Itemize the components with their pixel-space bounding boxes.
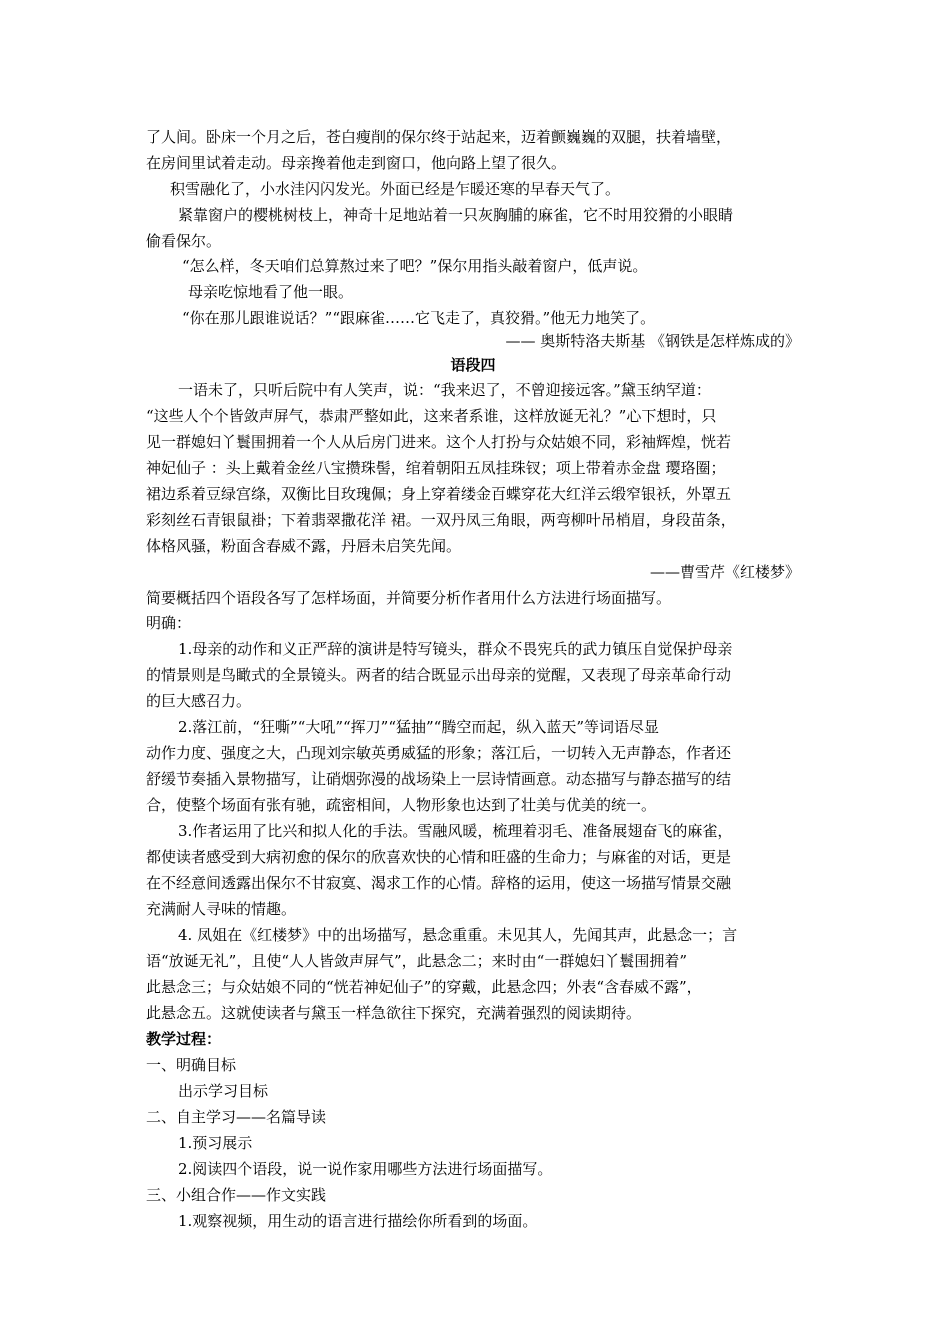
process-step-2-item-2: 2.阅读四个语段，说一说作家用哪些方法进行场面描写。 bbox=[178, 1160, 553, 1178]
passage4-line-1: 一语未了，只听后院中有人笑声，说：“我来迟了，不曾迎接远客。”黛玉纳罕道： bbox=[178, 381, 711, 399]
question-text: 简要概括四个语段各写了怎样场面，并简要分析作者用什么方法进行场面描写。 bbox=[146, 589, 672, 607]
passage4-line-2: “这些人个个皆敛声屏气，恭肃严整如此，这来者系谁，这样放诞无礼？”心下想时，只 bbox=[146, 407, 717, 425]
process-step-1-item: 出示学习目标 bbox=[178, 1082, 269, 1100]
answer-line-3: 的巨大感召力。 bbox=[146, 692, 252, 710]
answer-label: 明确： bbox=[146, 614, 192, 632]
answer-line-8: 3.作者运用了比兴和拟人化的手法。雪融风暖，梳理着羽毛、准备展翅奋飞的麻雀， bbox=[178, 822, 733, 840]
answer-line-11: 充满耐人寻味的情趣。 bbox=[146, 900, 297, 918]
process-step-1: 一、明确目标 bbox=[146, 1056, 237, 1074]
passage3-line-6: “怎么样，冬天咱们总算熬过来了吧？”保尔用指头敲着窗户，低声说。 bbox=[182, 257, 648, 275]
passage3-line-1: 了人间。卧床一个月之后，苍白瘦削的保尔终于站起来，迈着颤巍巍的双腿，扶着墙壁， bbox=[146, 128, 732, 146]
answer-line-6: 舒缓节奏插入景物描写，让硝烟弥漫的战场染上一层诗情画意。动态描写与静态描写的结 bbox=[146, 770, 732, 788]
passage3-attribution: —— 奥斯特洛夫斯基 《钢铁是怎样炼成的》 bbox=[505, 332, 800, 350]
passage3-line-2: 在房间里试着走动。母亲搀着他走到窗口，他向路上望了很久。 bbox=[146, 154, 567, 172]
answer-line-9: 都使读者感受到大病初愈的保尔的欣喜欢快的心情和旺盛的生命力；与麻雀的对话，更是 bbox=[146, 848, 732, 866]
answer-line-1: 1.母亲的动作和义正严辞的演讲是特写镜头，群众不畏宪兵的武力镇压自觉保护母亲 bbox=[178, 640, 733, 658]
answer-line-7: 合，使整个场面有张有驰，疏密相间，人物形象也达到了壮美与优美的统一。 bbox=[146, 796, 657, 814]
passage3-line-5: 偷看保尔。 bbox=[146, 232, 222, 250]
passage3-line-3: 积雪融化了，小水洼闪闪发光。外面已经是乍暖还寒的早春天气了。 bbox=[170, 180, 621, 198]
passage3-line-4: 紧靠窗户的樱桃树枝上，神奇十足地站着一只灰胸脯的麻雀，它不时用狡猾的小眼睛 bbox=[178, 206, 734, 224]
answer-line-14: 此悬念三；与众姑娘不同的“恍若神妃仙子”的穿戴，此悬念四；外表“含春威不露”， bbox=[146, 978, 702, 996]
answer-line-4: 2.落江前，“狂嘶”“大吼”“挥刀”“猛抽”“腾空而起，纵入蓝天”等词语尽显 bbox=[178, 718, 659, 736]
passage4-line-6: 彩刻丝石青银鼠褂；下着翡翠撒花洋 裙。一双丹凤三角眼，两弯柳叶吊梢眉，身段苗条， bbox=[146, 511, 736, 529]
passage4-line-4: 神妃仙子 ：头上戴着金丝八宝攒珠髻，绾着朝阳五凤挂珠钗；项上带着赤金盘 璎珞圈； bbox=[146, 459, 726, 477]
answer-line-15: 此悬念五。这就使读者与黛玉一样急欲往下探究，充满着强烈的阅读期待。 bbox=[146, 1004, 642, 1022]
passage4-attribution: ——曹雪芹《红楼梦》 bbox=[649, 563, 800, 581]
answer-line-2: 的情景则是鸟瞰式的全景镜头。两者的结合既显示出母亲的觉醒，又表现了母亲革命行动 bbox=[146, 666, 732, 684]
passage4-heading: 语段四 bbox=[450, 356, 496, 374]
passage4-line-7: 体格风骚，粉面含春威不露，丹唇未启笑先闻。 bbox=[146, 537, 462, 555]
process-step-2-item-1: 1.预习展示 bbox=[178, 1134, 253, 1152]
passage3-line-8: “你在那儿跟谁说话？”“跟麻雀……它飞走了，真狡猾。”他无力地笑了。 bbox=[182, 309, 656, 327]
answer-line-5: 动作力度、强度之大，凸现刘宗敏英勇威猛的形象；落江后，一切转入无声静态，作者还 bbox=[146, 744, 732, 762]
process-step-3: 三、小组合作——作文实践 bbox=[146, 1186, 327, 1204]
process-step-2: 二、自主学习——名篇导读 bbox=[146, 1108, 327, 1126]
process-step-3-item-1: 1.观察视频，用生动的语言进行描绘你所看到的场面。 bbox=[178, 1212, 538, 1230]
passage4-line-5: 裙边系着豆绿宫绦，双衡比目玫瑰佩；身上穿着缕金百蝶穿花大红洋云缎窄银袄，外罩五 bbox=[146, 485, 732, 503]
passage3-line-7: 母亲吃惊地看了他一眼。 bbox=[188, 283, 354, 301]
answer-line-13: 语“放诞无礼”，且使“人人皆敛声屏气”，此悬念二；来时由“一群媳妇丫鬟围拥着” bbox=[146, 952, 688, 970]
process-heading: 教学过程： bbox=[146, 1030, 222, 1048]
answer-line-10: 在不经意间透露出保尔不甘寂寞、渴求工作的心情。辞格的运用，使这一场描写情景交融 bbox=[146, 874, 732, 892]
answer-line-12: 4. 凤姐在《红楼梦》中的出场描写，悬念重重。未见其人，先闻其声，此悬念一；言 bbox=[178, 926, 738, 944]
passage4-line-3: 见一群媳妇丫鬟围拥着一个人从后房门进来。这个人打扮与众姑娘不同，彩袖辉煌，恍若 bbox=[146, 433, 732, 451]
